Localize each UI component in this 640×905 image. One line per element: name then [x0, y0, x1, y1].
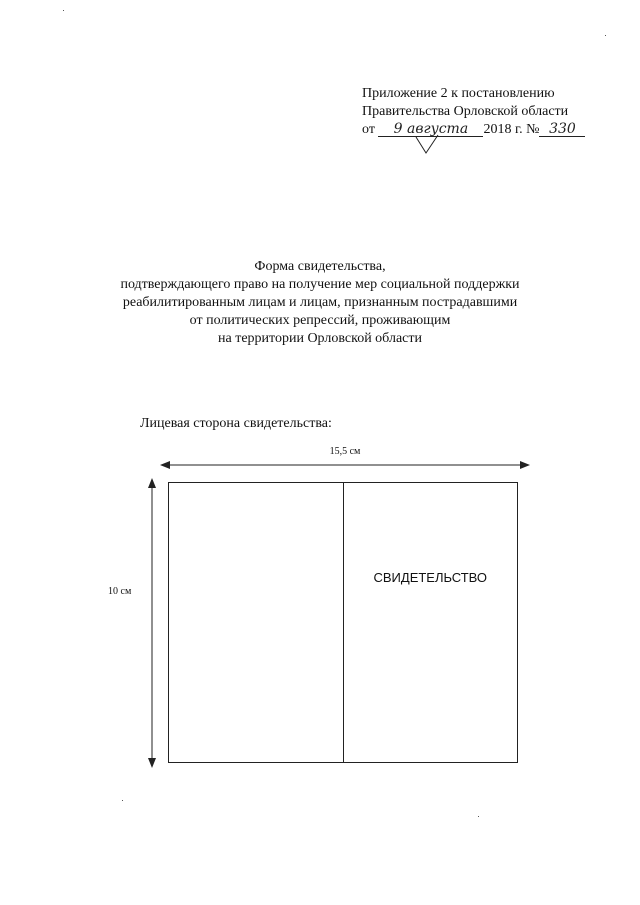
title-line-1: Форма свидетельства, [254, 259, 386, 274]
title-line-2: подтверждающего право на получение мер социальной поддержки [120, 277, 520, 292]
checkmark-icon [414, 133, 440, 155]
title-line-4: от политических репрессий, проживающим [189, 313, 451, 328]
title-line-5: на территории Орловской области [218, 331, 422, 346]
appendix-year: 2018 г. № [483, 122, 540, 137]
scan-speck [478, 816, 479, 817]
scan-speck [605, 35, 606, 36]
appendix-line-2: Правительства Орловской области [362, 104, 569, 119]
width-arrow-icon [160, 446, 530, 476]
handwritten-date: 9 августа [378, 122, 483, 137]
appendix-prefix: от [362, 122, 375, 137]
appendix-header [362, 85, 622, 139]
height-arrow-icon [140, 478, 164, 768]
height-label: 10 см [108, 586, 132, 597]
certificate-title: СВИДЕТЕЛЬСТВО [373, 570, 487, 585]
certificate-left-panel [169, 483, 343, 762]
scan-speck [122, 800, 123, 801]
width-dimension [160, 446, 530, 476]
handwritten-number: 330 [539, 122, 585, 137]
appendix-line-3 [362, 121, 622, 139]
form-title [80, 258, 560, 348]
certificate-front [168, 482, 518, 763]
appendix-line-1: Приложение 2 к постановлению [362, 86, 555, 101]
width-label: 15,5 см [329, 446, 361, 457]
title-line-3: реабилитированным лицам и лицам, признанным пострадавшими [122, 295, 518, 310]
scan-speck [63, 10, 64, 11]
front-side-label: Лицевая сторона свидетельства: [140, 416, 332, 431]
certificate-right-panel [343, 483, 518, 762]
